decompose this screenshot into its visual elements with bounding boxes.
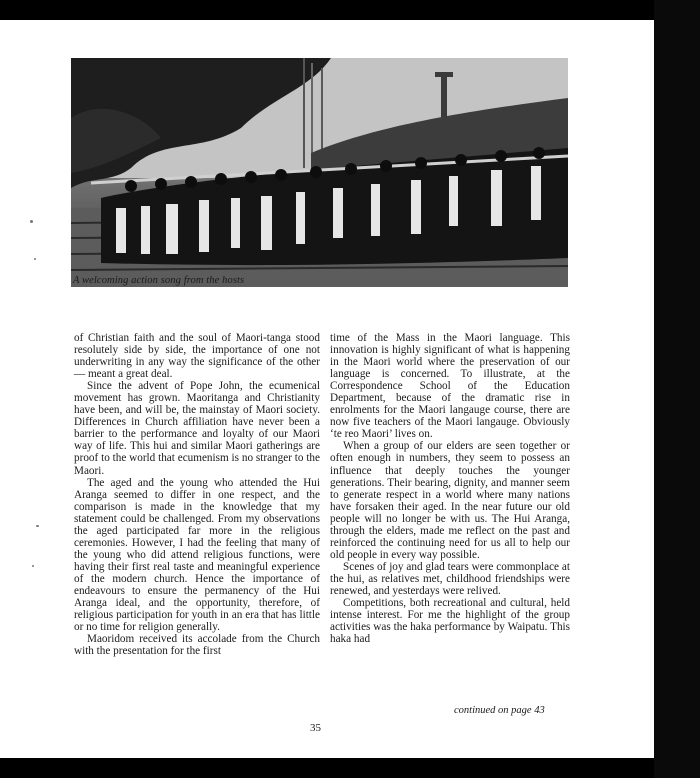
scan-speck (36, 525, 39, 527)
photo-caption: A welcoming action song from the hosts (73, 275, 245, 286)
continued-note: continued on page 43 (454, 705, 545, 716)
paragraph: of Christian faith and the soul of Maori-tanga stood resolutely side by side, the importance of one not underwriting in any way the significance of the other — meant a great deal. (74, 332, 320, 381)
scan-speck (34, 258, 36, 260)
page-number: 35 (310, 722, 321, 734)
paragraph: time of the Mass in the Maori language. This innovation is highly significant of what is happening in the Maori world where the preservation of our language is concerned. To illustrate, at the Correspondence School of the Education Department, because of the dramatic rise in enrolments for the Maori langauge course, there are now five teachers of the Maori langauge. Obviously ‘te reo Maori’ lives on. (330, 332, 570, 441)
magazine-page (0, 20, 654, 758)
scan-speck (30, 220, 33, 223)
paragraph: When a group of our elders are seen together or often enough in numbers, they seem to possess an influence that deeply touches the younger generations. Their bearing, dignity, and manner seem to generate respect in a world where many nations have forsaken their aged. In the near future our old people will no longer be with us. The Hui Aranga, through the elders, made me reflect on the past and reinforced the continuing need for us all to help our old people in every way possible. (330, 440, 570, 561)
paragraph: Maoridom received its accolade from the Church with the presentation for the first (74, 633, 320, 658)
left-text-column (74, 332, 320, 657)
paragraph: The aged and the young who attended the Hui Aranga seemed to differ in one respect, and the comparison is made in the knowledge that my statement could be challenged. From my observations the aged participated far more in the religious ceremonies. However, I had the feeling that many of the young who did attend religious functions, were having their first real taste and meaningful experience of the modern church. Hence the importance of endeavours to ensure the permanency of the Hui Aranga ideal, and the opportunity, therefore, of religious participation for youth in an era that has little or no time for religion generally. (74, 476, 320, 634)
paragraph: Competitions, both recreational and cultural, held intense interest. For me the highlight of the group activities was the haka performance by Waipatu. This haka had (330, 597, 570, 646)
right-text-column (330, 332, 570, 645)
paragraph: Scenes of joy and glad tears were commonplace at the hui, as relatives met, childhood friendships were renewed, and yesterdays were relived. (330, 560, 570, 597)
paragraph: Since the advent of Pope John, the ecumenical movement has grown. Maoritanga and Christianity have been, and will be, the mainstay of Maori society. Differences in Church affiliation have never been a barrier to the performance and loyalty of our Maori way of life. This hui and similar Maori gatherings are proof to the world that ecumenism is no stranger to the Maori. (74, 380, 320, 477)
photograph-action-song (71, 58, 568, 287)
scan-speck (32, 565, 34, 567)
scan-background (654, 0, 700, 778)
